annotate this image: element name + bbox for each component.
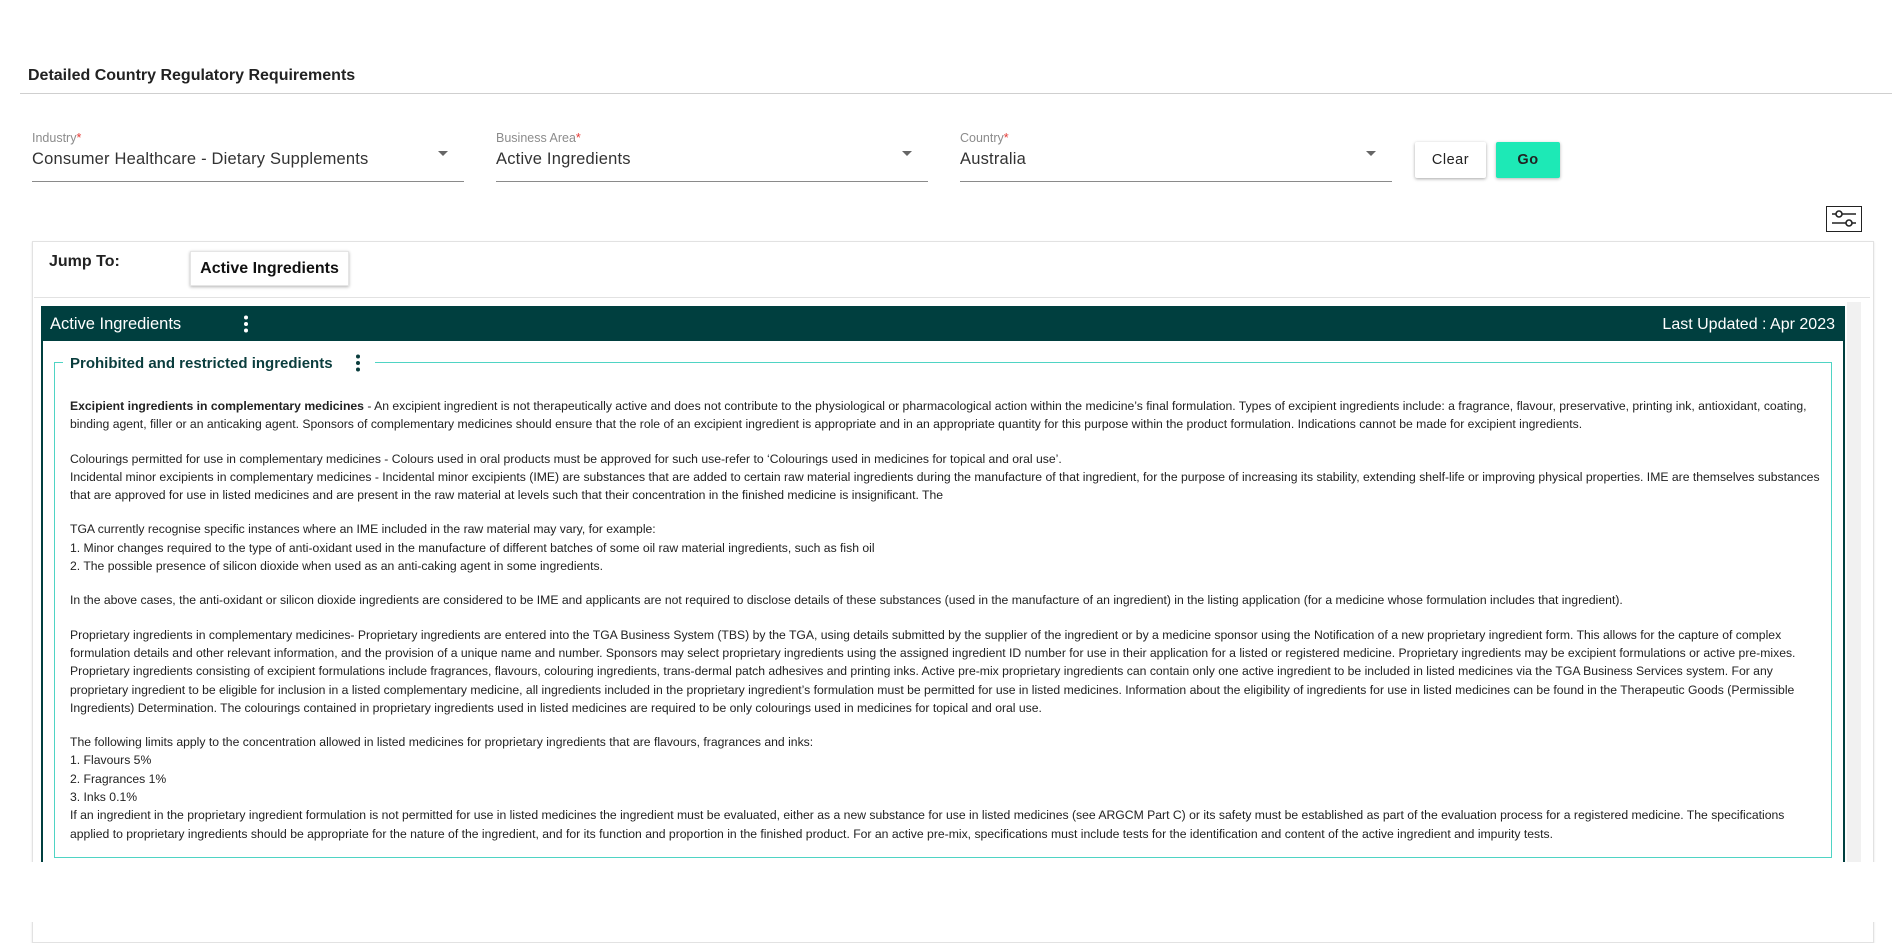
country-value: Australia bbox=[960, 150, 1026, 168]
more-vert-icon[interactable] bbox=[351, 353, 365, 373]
go-button[interactable]: Go bbox=[1496, 142, 1560, 178]
paragraph-colourings: Colourings permitted for use in complementary medicines - Colours used in oral products must be approved for such use-refer to ‘Colourings used in medicines for topical and oral use’. Incidental minor excipients in complementary medicines - Incidental minor excipients (IME) are substances that are added to certain raw material ingredients during the manufacture of that ingredient, for the purpose of increasing its stability, extending shelf-life or improving physical properties. IME are themselves substances that are approved for use in listed medicines and are present in the raw material at levels such that their concentration in the finished medicine is insignificant. The bbox=[70, 451, 1820, 503]
paragraph-ime-cases: In the above cases, the anti-oxidant or silicon dioxide ingredients are considered to be IME and applicants are not required to disclose details of these substances (used in the manufacture of an ingredient) in the listing application (for a medicine whose formulation includes that ingredient). bbox=[70, 593, 1623, 608]
title-divider bbox=[20, 93, 1892, 94]
subsection-title: Prohibited and restricted ingredients bbox=[70, 355, 333, 372]
clear-button[interactable]: Clear bbox=[1415, 142, 1486, 178]
jump-to-active-ingredients[interactable]: Active Ingredients bbox=[190, 251, 349, 286]
subsection-legend bbox=[63, 352, 375, 376]
chevron-down-icon[interactable] bbox=[438, 151, 448, 156]
business-area-value: Active Ingredients bbox=[496, 150, 631, 168]
filter-settings-button[interactable] bbox=[1826, 206, 1862, 232]
industry-value: Consumer Healthcare - Dietary Supplements bbox=[32, 150, 369, 168]
last-updated: Last Updated : Apr 2023 bbox=[1662, 316, 1835, 333]
requirements-content bbox=[70, 397, 1822, 859]
jump-to-label: Jump To: bbox=[49, 253, 120, 270]
country-select[interactable] bbox=[960, 131, 1392, 182]
paragraph-excipients: Excipient ingredients in complementary medicines - An excipient ingredient is not therapeutically active and does not contribute to the physiological or pharmacological action within the medicine’s final formulation. Types of excipient ingredients include: a fragrance, flavour, preservative, printing ink, antioxidant, coating, binding agent, filler or an anticaking agent. Sponsors of complementary medicines should ensure that the role of an excipient ingredient is appropriate and in an appropriate quantity for this purpose within the product formulation. Indications cannot be made for excipient ingredients. bbox=[70, 399, 1807, 432]
section-title: Active Ingredients bbox=[50, 315, 182, 333]
sliders-icon bbox=[1831, 209, 1857, 229]
page-background bbox=[0, 862, 1900, 922]
chevron-down-icon[interactable] bbox=[1366, 151, 1376, 156]
paragraph-limits: The following limits apply to the concentration allowed in listed medicines for proprietary ingredients that are flavours, fragrances and inks: 1. Flavours 5% 2. Fragrances 1% 3. Inks 0.1% If an ingredient in the proprietary ingredient formulation is not permitted for use in listed medicines the ingredient must be evaluated, either as a new substance for use in listed medicines (see ARGCM Part C) or its safety must be established as part of the evaluation process for a registered medicine. The specifications applied to proprietary ingredients should be appropriate for the nature of the ingredient, and for its function and proportion in the finished product. For an active pre-mix, specifications must include tests for the identification and content of the active ingredient and impurity tests. bbox=[70, 735, 1785, 841]
business-area-label: Business Area* bbox=[496, 131, 581, 145]
industry-select[interactable] bbox=[32, 131, 464, 182]
business-area-select[interactable] bbox=[496, 131, 928, 182]
jump-divider bbox=[34, 297, 1870, 298]
page-title: Detailed Country Regulatory Requirements bbox=[28, 67, 356, 84]
industry-label: Industry* bbox=[32, 131, 82, 145]
section-header bbox=[41, 306, 1845, 341]
vertical-scrollbar[interactable] bbox=[1847, 302, 1861, 862]
chevron-down-icon[interactable] bbox=[902, 151, 912, 156]
paragraph-tga-ime: TGA currently recognise specific instances where an IME included in the raw material may vary, for example: 1. Minor changes required to the type of anti-oxidant used in the manufacture of different batches of some oil raw material ingredients, such as fish oil 2. The possible presence of silicon dioxide when used as an anti-caking agent in some ingredients. bbox=[70, 522, 875, 574]
more-vert-icon[interactable] bbox=[239, 314, 253, 334]
country-label: Country* bbox=[960, 131, 1009, 145]
paragraph-proprietary: Proprietary ingredients in complementary medicines- Proprietary ingredients are entered into the TGA Business System (TBS) by the TGA, using details submitted by the supplier of the ingredient or by a medicine sponsor using the Notification of a new proprietary ingredient form. This allows for the capture of complex formulation details and other relevant information, and the provision of a unique name and number. Sponsors may select proprietary ingredients using the assigned ingredient ID number for use in their application for a listed or registered medicine. Proprietary ingredients may be excipient formulations or active pre-mixes. Proprietary ingredients consisting of excipient formulations include fragrances, flavours, colouring ingredients, trans-dermal patch adhesives and printing inks. Active pre-mix proprietary ingredients can contain only one active ingredient to be included in listed medicines via the TGA Business Services system. For any proprietary ingredient to be eligible for inclusion in a listed complementary medicine, all ingredients included in the proprietary ingredient’s formulation must be permitted for use in listed medicines. Information about the eligibility of ingredients for use in listed medicines can be found in the Therapeutic Goods (Permissible Ingredients) Determination. The colourings contained in proprietary ingredients used in listed medicines are required to be only colourings used in medicines for topical and oral use. bbox=[70, 627, 1796, 715]
